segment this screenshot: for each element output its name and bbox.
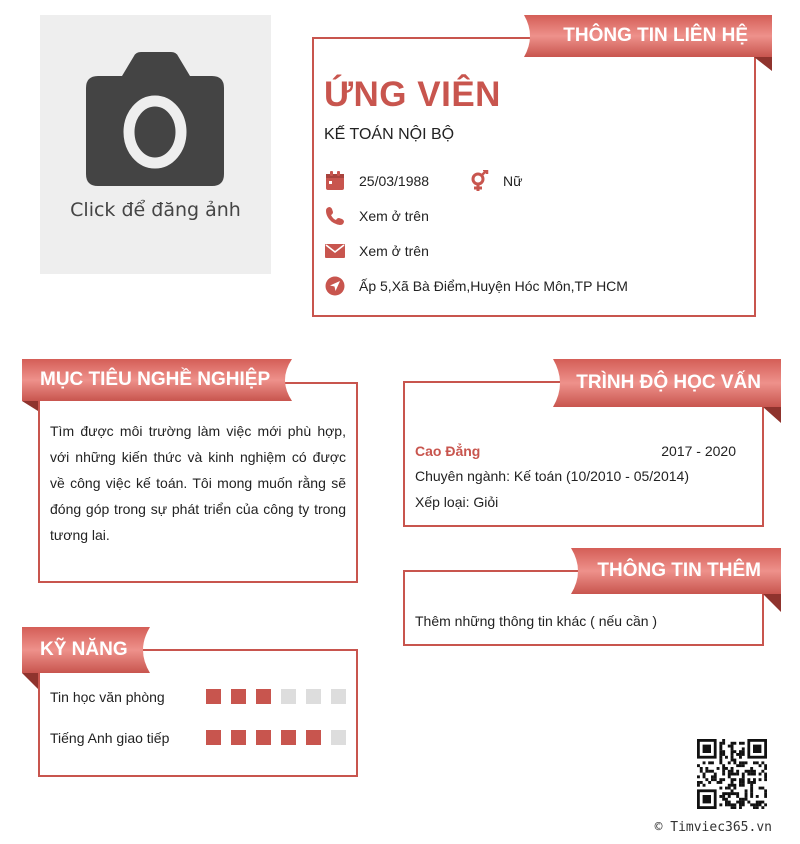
extra-info-text[interactable]: Thêm những thông tin khác ( nếu cần ): [415, 613, 658, 629]
gender-icon: [468, 170, 490, 192]
skill-rating[interactable]: [206, 730, 356, 745]
skill-level-square: [281, 689, 296, 704]
birthdate-row: [324, 170, 429, 192]
skill-level-square: [281, 730, 296, 745]
copyright-credit: © Timviec365.vn: [654, 820, 772, 835]
location-icon: [324, 275, 346, 297]
contact-heading-ribbon: [524, 15, 772, 63]
camera-icon: [86, 52, 226, 186]
skill-level-square: [306, 730, 321, 745]
skill-level-square: [256, 689, 271, 704]
contact-heading: THÔNG TIN LIÊN HỆ: [563, 25, 748, 46]
job-position[interactable]: KẾ TOÁN NỘI BỘ: [324, 126, 455, 143]
birthdate-value[interactable]: 25/03/1988: [359, 173, 430, 189]
skill-level-square: [206, 730, 221, 745]
extra-info-heading-ribbon: [571, 548, 781, 596]
education-school[interactable]: Cao Đẳng: [415, 443, 481, 459]
phone-value[interactable]: Xem ở trên: [359, 208, 429, 224]
email-icon: [324, 240, 346, 262]
skill-level-square: [231, 730, 246, 745]
phone-row: [324, 205, 429, 227]
skill-level-square: [306, 689, 321, 704]
photo-upload[interactable]: [40, 15, 271, 274]
education-major[interactable]: Chuyên ngành: Kế toán (10/2010 - 05/2014): [415, 468, 689, 484]
education-years[interactable]: 2017 - 2020: [661, 443, 736, 459]
skills-heading-ribbon: [22, 627, 150, 675]
skill-rating[interactable]: [206, 689, 356, 704]
objective-heading-ribbon: [22, 359, 292, 407]
education-grade[interactable]: Xếp loại: Giỏi: [415, 494, 499, 510]
skill-level-square: [331, 730, 346, 745]
email-value[interactable]: Xem ở trên: [359, 243, 429, 259]
photo-caption: Click để đăng ảnh: [70, 199, 241, 221]
email-row: [324, 240, 429, 262]
gender-row: [468, 170, 522, 192]
objective-text[interactable]: Tìm được môi trường làm việc mới phù hợp, với những kiến thức và kinh nghiệm có được về công việc kế toán. Tôi mong muốn rằng sẽ đóng góp trong sự phát triển của công ty trong tương lai.: [50, 423, 346, 543]
gender-value[interactable]: Nữ: [503, 173, 523, 189]
calendar-icon: [324, 170, 346, 192]
skills-heading: KỸ NĂNG: [40, 639, 128, 660]
phone-icon: [324, 205, 346, 227]
skill-name[interactable]: Tiếng Anh giao tiếp: [50, 730, 170, 746]
address-row: [324, 275, 628, 297]
skill-name[interactable]: Tin học văn phòng: [50, 689, 165, 705]
extra-info-heading: THÔNG TIN THÊM: [597, 560, 761, 581]
skill-level-square: [331, 689, 346, 704]
qr-code: [697, 739, 767, 809]
skill-level-square: [256, 730, 271, 745]
candidate-name[interactable]: ỨNG VIÊN: [324, 75, 501, 114]
skill-level-square: [206, 689, 221, 704]
education-heading-ribbon: [553, 359, 781, 407]
education-heading: TRÌNH ĐỘ HỌC VẤN: [576, 372, 761, 393]
objective-heading: MỤC TIÊU NGHỀ NGHIỆP: [40, 369, 271, 390]
skill-level-square: [231, 689, 246, 704]
address-value[interactable]: Ấp 5,Xã Bà Điểm,Huyện Hóc Môn,TP HCM: [359, 278, 628, 294]
